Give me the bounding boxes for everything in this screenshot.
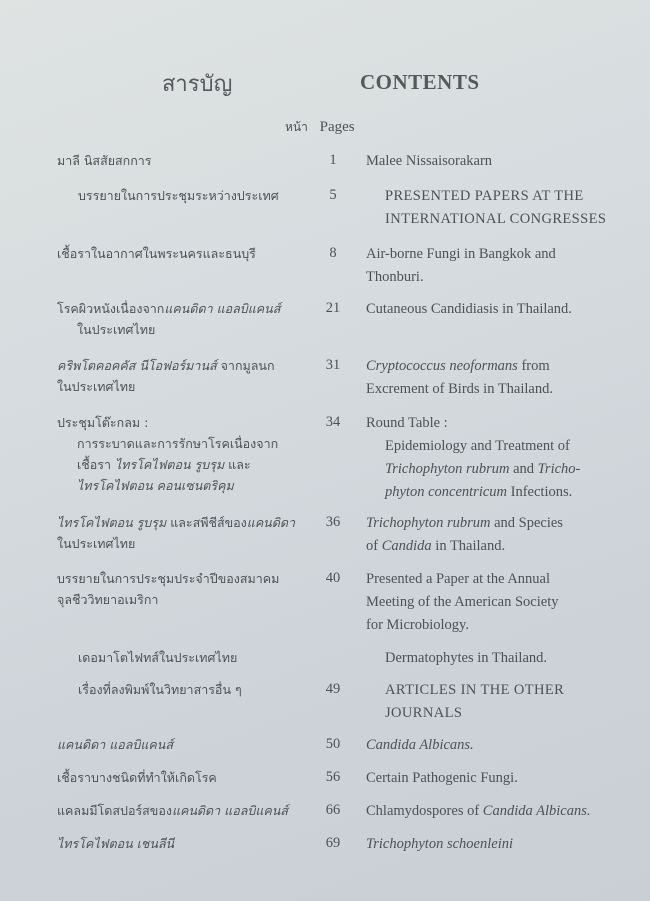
entry-line: การระบาดและการรักษาโรคเนื่องจาก bbox=[77, 436, 279, 451]
entry-text: เชื้อรา bbox=[77, 457, 111, 472]
entry-line: Thonburi. bbox=[366, 269, 424, 285]
entry-text-italic: phyton concentricum bbox=[385, 484, 508, 500]
entry-title-english bbox=[366, 800, 636, 823]
entry-line: ARTICLES IN THE OTHER bbox=[385, 682, 565, 698]
pages-column-header bbox=[285, 118, 355, 137]
page-title-thai: สารบัญ bbox=[162, 72, 233, 97]
entry-text-italic: Candida Albicans. bbox=[482, 803, 591, 819]
entry-line: for Microbiology. bbox=[366, 617, 469, 633]
entry-line: INTERNATIONAL CONGRESSES bbox=[385, 211, 607, 227]
entry-text-italic: Trichophyton rubrum bbox=[385, 461, 510, 477]
entry-text: และสพีชีส์ของ bbox=[170, 515, 247, 530]
entry-line: Epidemiology and Treatment of bbox=[385, 438, 570, 454]
entry-title-thai: เชื้อราในอากาศในพระนครและธนบุรี bbox=[57, 246, 256, 261]
entry-title-thai bbox=[57, 412, 322, 496]
entry-page-number: 69 bbox=[325, 835, 341, 851]
entry-title-thai: มาลี นิสสัยสกการ bbox=[57, 153, 152, 168]
entry-text: in Thailand. bbox=[435, 538, 506, 554]
entry-title-english bbox=[366, 243, 636, 289]
entry-line: Presented a Paper at the Annual bbox=[366, 571, 551, 587]
entry-title-thai: บรรยายในการประชุมระหว่างประเทศ bbox=[78, 188, 279, 203]
entry-page-number: 34 bbox=[325, 414, 341, 430]
entry-line: จากมูลนก bbox=[220, 358, 275, 373]
entry-title-thai: เรื่องที่ลงพิมพ์ในวิทยาสารอื่น ๆ bbox=[78, 682, 242, 697]
entry-text: Chlamydospores of bbox=[366, 803, 480, 819]
entry-line: โรคผิวหนังเนื่องจาก bbox=[57, 301, 165, 316]
entry-line-italic: Cryptococcus neoformans bbox=[366, 358, 518, 374]
entry-line: ในประเทศไทย bbox=[57, 536, 136, 551]
entry-page-number: 36 bbox=[325, 514, 341, 530]
entry-line: from bbox=[521, 358, 550, 374]
entry-line: Meeting of the American Society bbox=[366, 594, 559, 610]
entry-line bbox=[57, 454, 322, 475]
entry-line: ในประเทศไทย bbox=[77, 322, 156, 337]
entry-text: Infections. bbox=[510, 484, 573, 500]
entry-title-thai: แคนดิดา แอลบิแคนส์ bbox=[57, 737, 173, 752]
entry-line: Excrement of Birds in Thailand. bbox=[366, 381, 553, 397]
entry-title-english: Malee Nissaisorakarn bbox=[366, 153, 493, 169]
entry-text: and bbox=[513, 461, 535, 477]
entry-line: ประชุมโต๊ะกลม : bbox=[57, 415, 149, 430]
entry-page-number: 40 bbox=[325, 570, 341, 586]
entry-title-english: Certain Pathogenic Fungi. bbox=[366, 770, 518, 786]
entry-title-thai bbox=[57, 800, 322, 821]
entry-title-english bbox=[385, 185, 650, 231]
entry-text: and Species bbox=[494, 515, 563, 531]
entry-text-italic: แคนดิดา แอลบิแคนส์ bbox=[171, 803, 288, 818]
pages-label-english: Pages bbox=[319, 119, 355, 135]
entry-text-italic: Candida bbox=[381, 538, 432, 554]
entry-page-number: 31 bbox=[325, 357, 341, 373]
entry-title-thai: เชื้อราบางชนิดที่ทำให้เกิดโรค bbox=[57, 770, 217, 785]
entry-line-italic: คริพโตคอคคัส นีโอฟอร์มานส์ bbox=[57, 358, 217, 373]
entry-title-english bbox=[385, 679, 650, 725]
page-title-english: CONTENTS bbox=[360, 70, 480, 94]
entry-line: Round Table : bbox=[366, 415, 448, 431]
entry-line-italic: แคนดิดา แอลบิแคนส์ bbox=[164, 301, 281, 316]
entry-title-english: Candida Albicans. bbox=[366, 737, 474, 753]
entry-text: of bbox=[366, 538, 379, 554]
entry-line: บรรยายในการประชุมประจำปีของสมาคม bbox=[57, 571, 280, 586]
entry-title-english: Trichophyton schoenleini bbox=[366, 836, 513, 852]
entry-title-english: Cutaneous Candidiasis in Thailand. bbox=[366, 301, 572, 317]
entry-title-english bbox=[366, 355, 636, 401]
entry-line bbox=[366, 458, 636, 481]
entry-page-number: 21 bbox=[325, 300, 341, 316]
entry-line: PRESENTED PAPERS AT THE bbox=[385, 188, 584, 204]
entry-page-number: 49 bbox=[325, 681, 341, 697]
entry-page-number: 50 bbox=[325, 736, 341, 752]
entry-text-italic: ไทรโคไฟตอน รูบรุม bbox=[114, 457, 225, 472]
entry-text: แคลมมีโดสปอร์สของ bbox=[57, 803, 172, 818]
entry-title-english bbox=[366, 412, 636, 504]
entry-page-number: 66 bbox=[325, 802, 341, 818]
entry-title-thai: เดอมาโตไฟทส์ในประเทศไทย bbox=[78, 650, 238, 665]
entry-title-thai bbox=[57, 355, 322, 397]
entry-line: จุลชีววิทยาอเมริกา bbox=[57, 592, 159, 607]
entry-title-english bbox=[366, 568, 636, 637]
entry-line: ในประเทศไทย bbox=[57, 379, 136, 394]
entry-page-number: 1 bbox=[329, 152, 337, 168]
entry-text-italic: ไทรโคไฟตอน รูบรุม bbox=[57, 515, 167, 530]
entry-title-thai bbox=[57, 568, 322, 610]
entry-page-number: 56 bbox=[325, 769, 341, 785]
entry-title-thai bbox=[57, 512, 322, 554]
entry-text-italic: Trichophyton rubrum bbox=[366, 515, 491, 531]
entry-title-thai bbox=[57, 298, 322, 340]
pages-label-thai: หน้า bbox=[285, 120, 308, 134]
entry-text: และ bbox=[228, 457, 251, 472]
entry-page-number: 8 bbox=[329, 245, 337, 261]
entry-line bbox=[366, 481, 636, 504]
entry-text-italic: Tricho- bbox=[537, 461, 581, 477]
entry-title-english: Dermatophytes in Thailand. bbox=[385, 650, 548, 666]
entry-line bbox=[366, 535, 636, 558]
entry-line-italic: ไทรโคไฟตอน คอนเซนตริคุม bbox=[77, 478, 234, 493]
entry-page-number: 5 bbox=[329, 187, 337, 203]
entry-line: Air-borne Fungi in Bangkok and bbox=[366, 246, 556, 262]
entry-line: JOURNALS bbox=[385, 705, 463, 721]
entry-text-italic: แคนดิดา bbox=[246, 515, 295, 530]
entry-title-thai: ไทรโคไฟตอน เชนลีนี bbox=[57, 836, 175, 851]
entry-title-english bbox=[366, 512, 636, 558]
